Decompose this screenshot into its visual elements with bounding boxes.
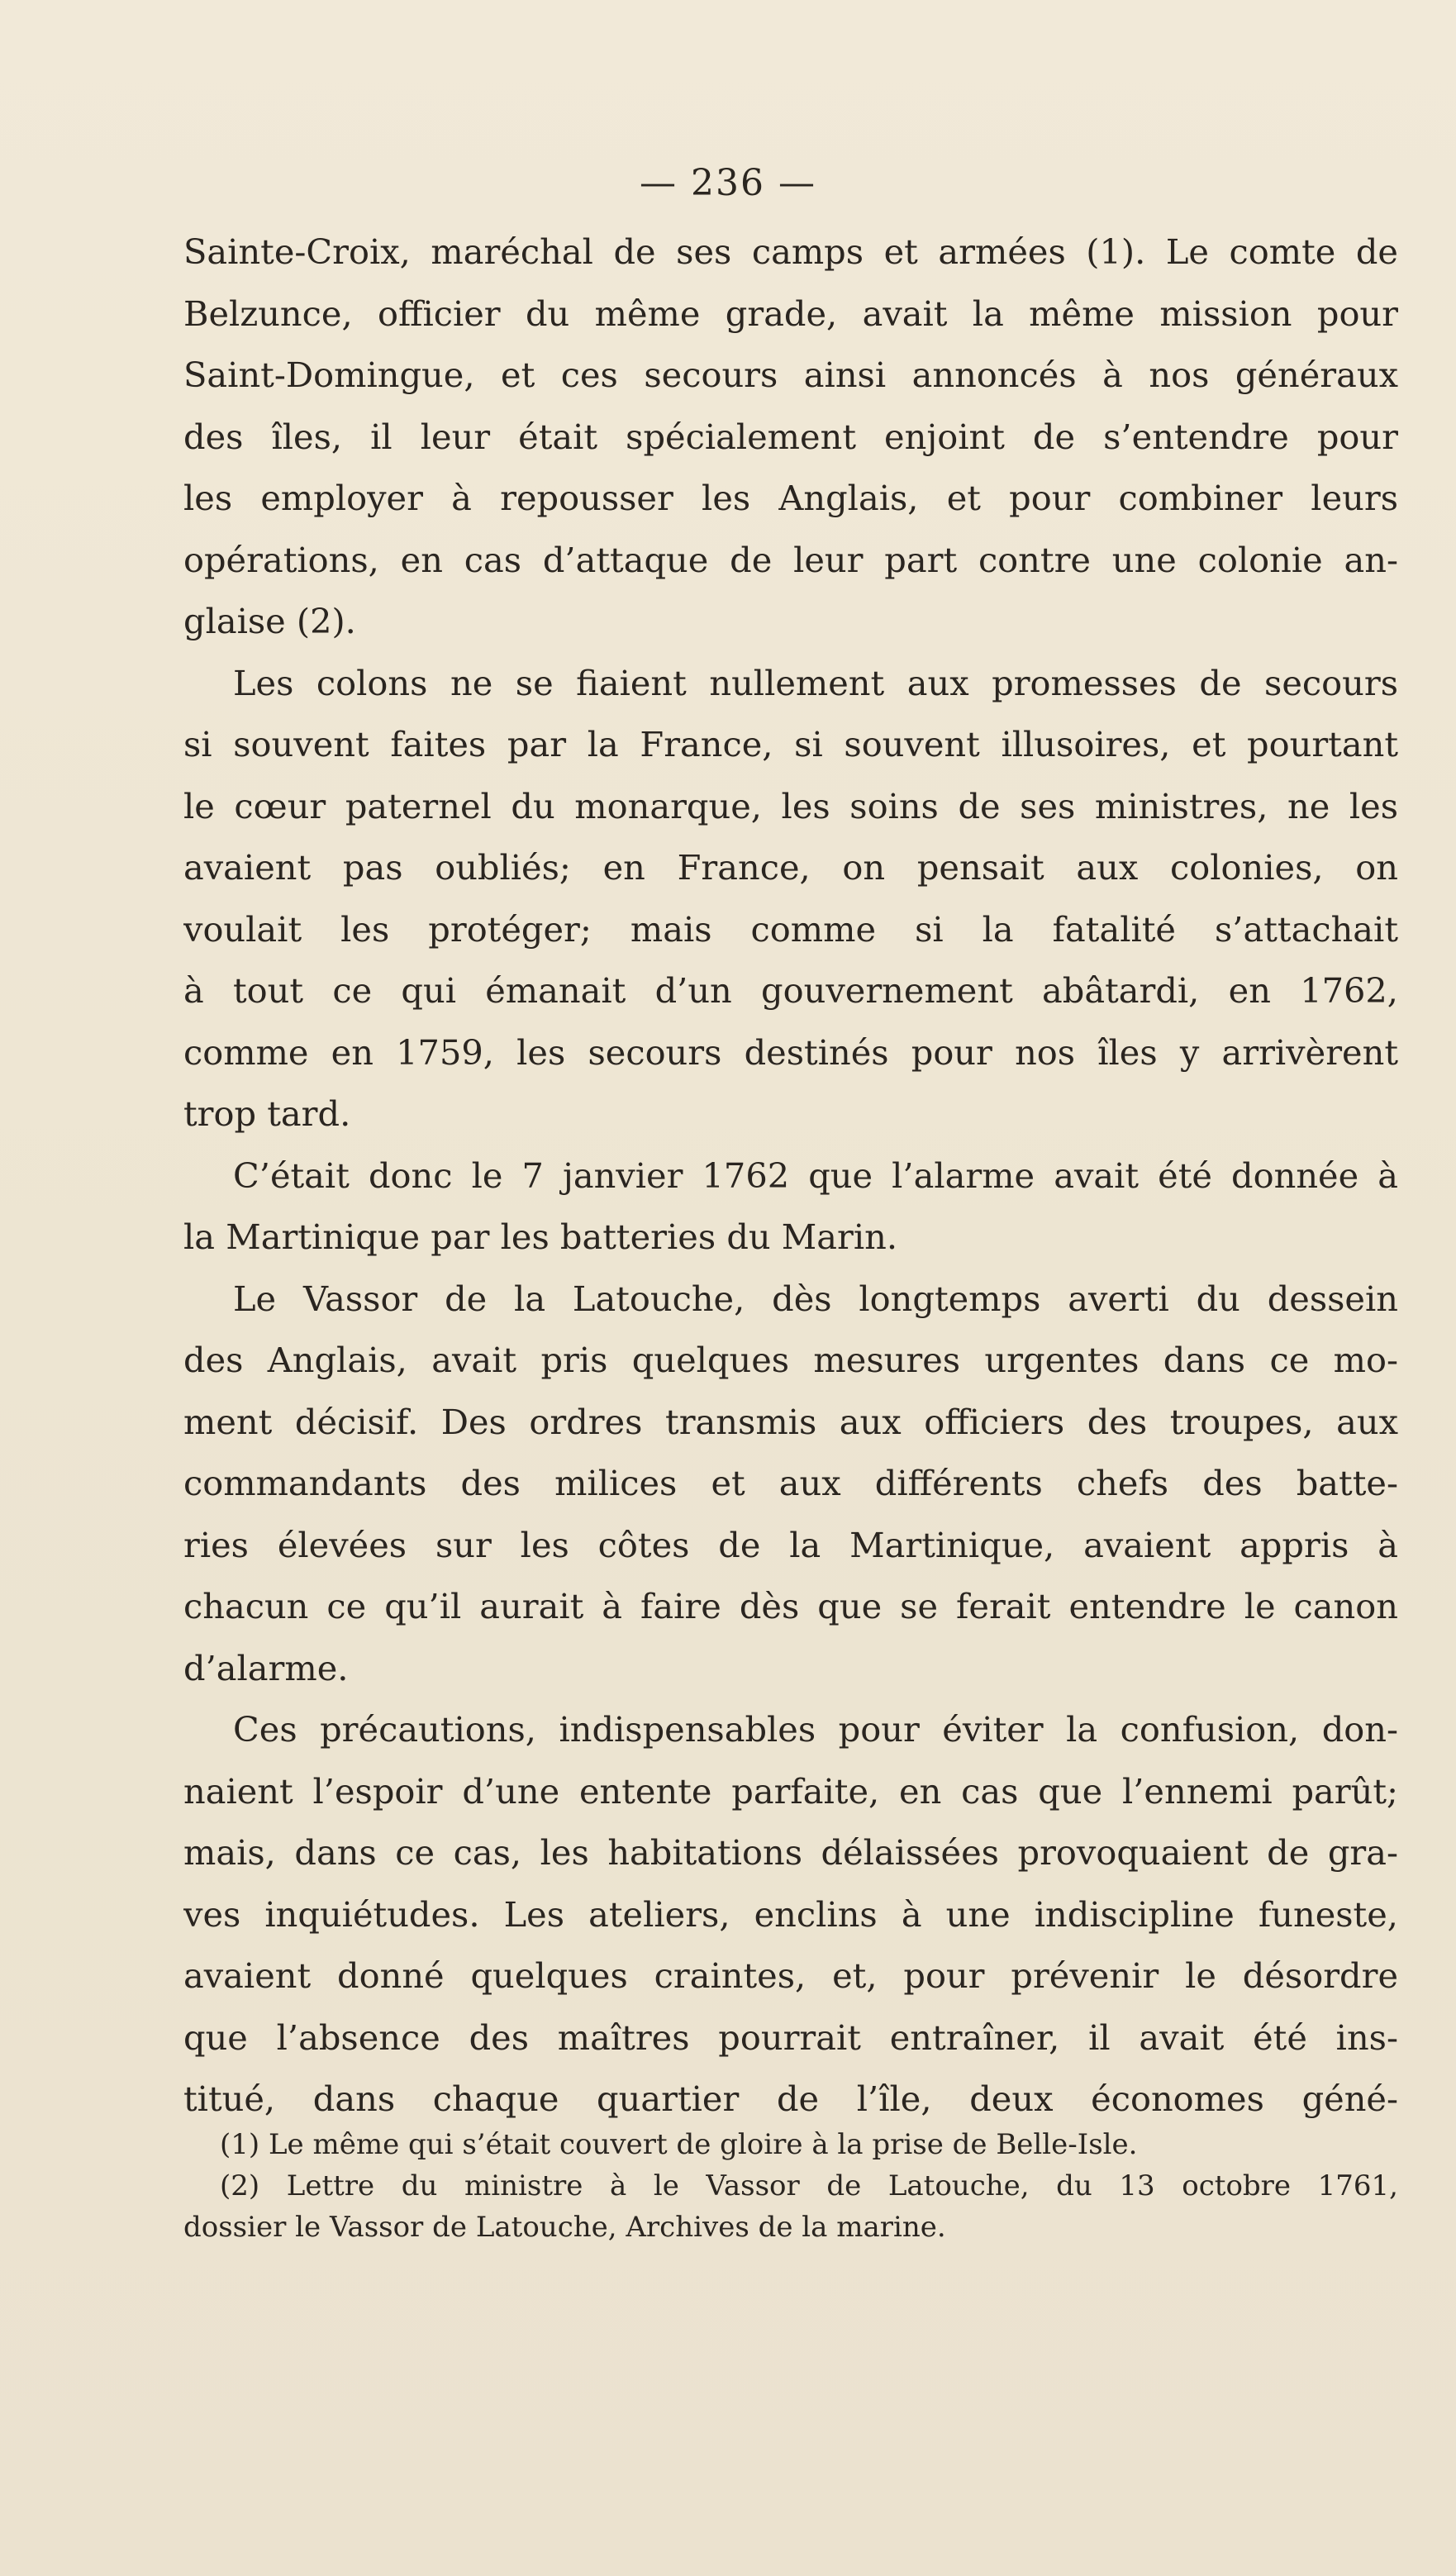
text-line: Belzunce, officier du même grade, avait la même mission pour (183, 293, 1398, 334)
footnote-line: dossier le Vassor de Latouche, Archives de la marine. (183, 2211, 946, 2244)
text-line: Les colons ne se fiaient nullement aux promesses de secours (233, 662, 1398, 703)
footnote-line: (2) Lettre du ministre à le Vassor de Latouche, du 13 octobre 1761, (220, 2169, 1398, 2202)
text-line: mais, dans ce cas, les habitations délaissées provoquaient de gra- (183, 1832, 1398, 1873)
text-line: Sainte-Croix, maréchal de ses camps et armées (1). Le comte de (183, 231, 1398, 272)
text-line: voulait les protéger; mais comme si la fatalité s’attachait (183, 908, 1398, 950)
footnote-line: (1) Le même qui s’était couvert de gloire à la prise de Belle-Isle. (220, 2128, 1138, 2161)
text-line: comme en 1759, les secours destinés pour nos îles y arrivèrent (183, 1031, 1398, 1073)
text-line: Saint-Domingue, et ces secours ainsi annoncés à nos généraux (183, 355, 1398, 395)
text-line: des îles, il leur était spécialement enjoint de s’entendre pour (183, 416, 1398, 457)
text-line: d’alarme. (183, 1647, 349, 1688)
text-line: Le Vassor de la Latouche, dès longtemps averti du dessein (233, 1278, 1398, 1319)
text-line: ment décisif. Des ordres transmis aux officiers des troupes, aux (183, 1401, 1398, 1442)
footnotes (183, 2124, 1398, 2248)
text-line: à tout ce qui émanait d’un gouvernement abâtardi, en 1762, (183, 970, 1398, 1011)
text-line: avaient pas oubliés; en France, on pensait aux colonies, on (183, 847, 1398, 888)
text-line: commandants des milices et aux différents chefs des batte- (183, 1463, 1398, 1503)
text-line: que l’absence des maîtres pourrait entraîner, il avait été ins- (183, 2017, 1398, 2058)
text-line: C’était donc le 7 janvier 1762 que l’alarme avait été donnée à (233, 1155, 1398, 1196)
text-line: les employer à repousser les Anglais, et pour combiner leurs (183, 478, 1398, 518)
text-line: Ces précautions, indispensables pour éviter la confusion, don- (233, 1709, 1398, 1750)
text-line: chacun ce qu’il aurait à faire dès que se ferait entendre le canon (183, 1586, 1398, 1626)
text-line: opérations, en cas d’attaque de leur part contre une colonie an- (183, 539, 1398, 580)
text-line: ries élevées sur les côtes de la Martinique, avaient appris à (183, 1524, 1398, 1565)
text-line: le cœur paternel du monarque, les soins de ses ministres, ne les (183, 785, 1398, 826)
text-line: des Anglais, avait pris quelques mesures urgentes dans ce mo- (183, 1340, 1398, 1380)
text-line: naient l’espoir d’une entente parfaite, en cas que l’ennemi parût; (183, 1770, 1398, 1812)
body-text (183, 221, 1398, 2131)
text-line: la Martinique par les batteries du Marin. (183, 1217, 898, 1257)
text-line: avaient donné quelques craintes, et, pour prévenir le désordre (183, 1955, 1398, 1996)
text-line: si souvent faites par la France, si souvent illusoires, et pourtant (183, 724, 1398, 764)
text-line: titué, dans chaque quartier de l’île, deux économes géné- (183, 2078, 1398, 2119)
page-number: — 236 — (640, 162, 816, 204)
text-line: ves inquiétudes. Les ateliers, enclins à une indiscipline funeste, (183, 1893, 1398, 1935)
text-line: trop tard. (183, 1093, 351, 1134)
text-line: glaise (2). (183, 601, 356, 641)
